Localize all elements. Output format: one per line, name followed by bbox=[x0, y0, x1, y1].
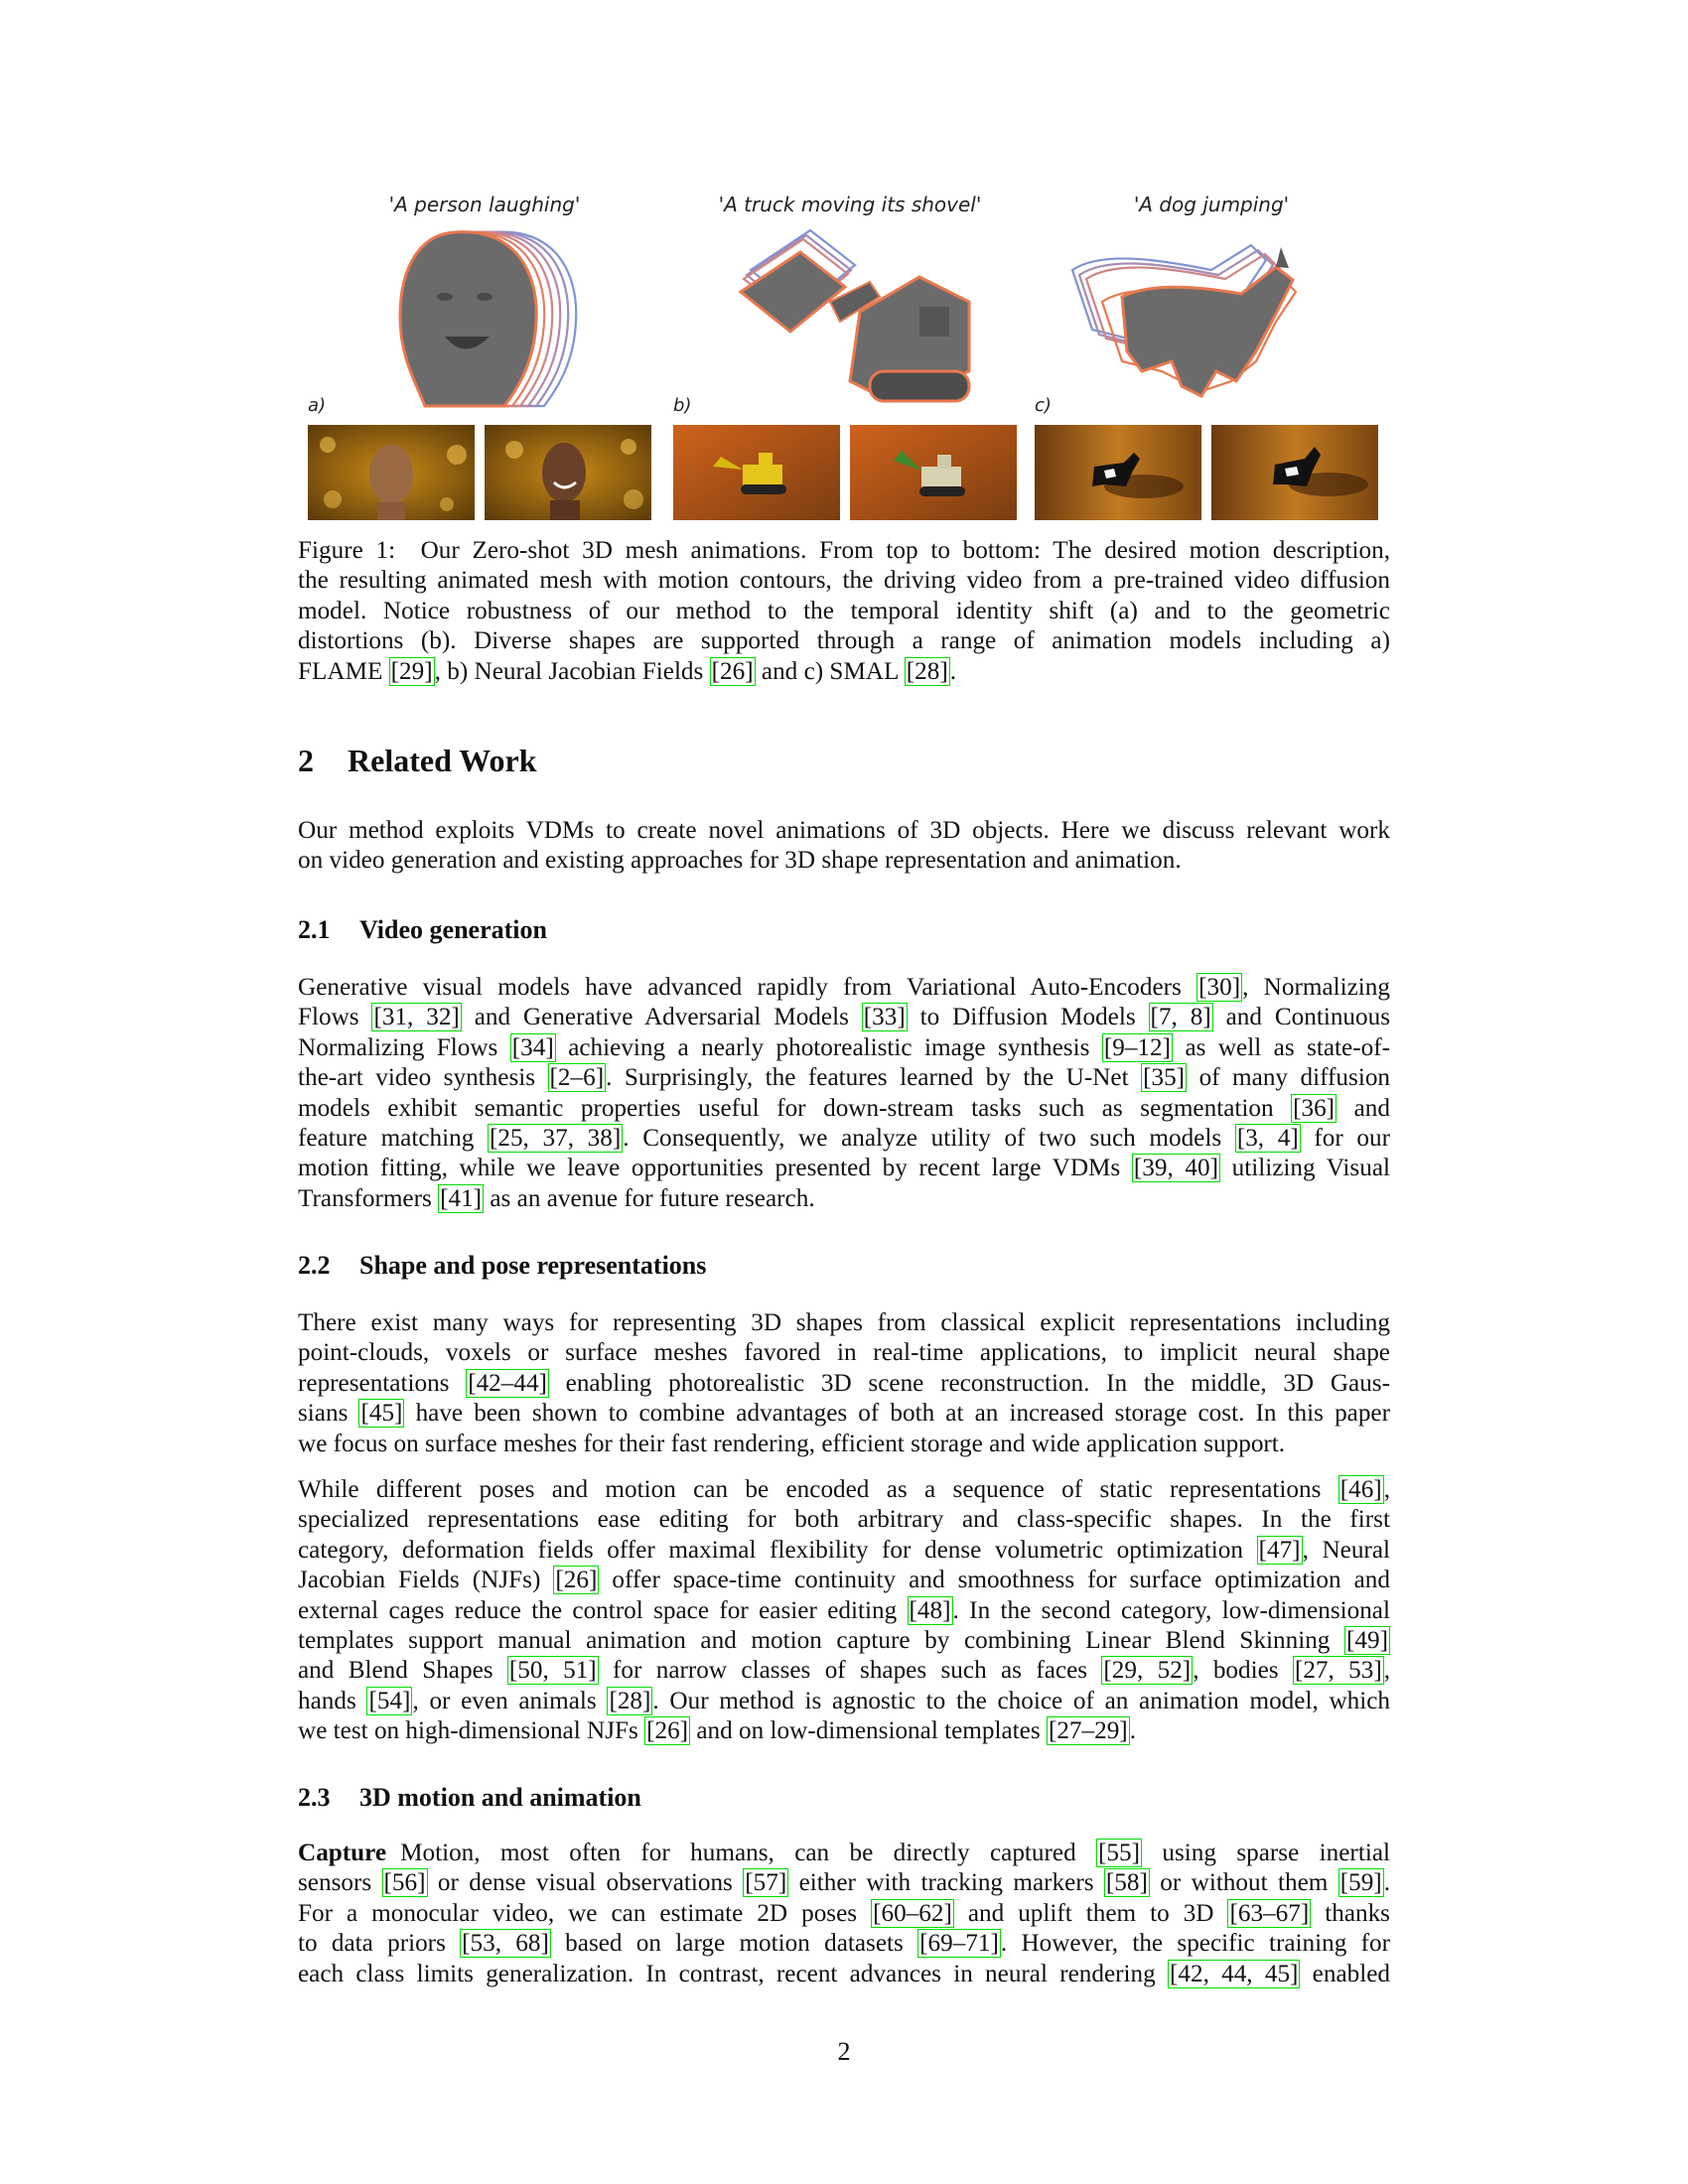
section-intro: Our method exploits VDMs to create novel animations of 3D objects. Here we discuss relevant work on video generation and existing approaches for 3D shape representation and animation. bbox=[298, 817, 1390, 875]
citation-link[interactable]: [49] bbox=[1346, 1627, 1388, 1655]
figure-panel-c bbox=[1033, 189, 1390, 526]
citation-link[interactable]: [55] bbox=[1098, 1840, 1141, 1866]
panel-c-prompt: 'A dog jumping' bbox=[1133, 193, 1290, 216]
citation-link[interactable]: [29] bbox=[390, 657, 433, 685]
citation-link[interactable]: [57] bbox=[745, 1869, 787, 1897]
citation-link[interactable]: [28] bbox=[609, 1687, 651, 1714]
video-frame-c1 bbox=[1035, 425, 1201, 520]
panel-c-label: c) bbox=[1035, 395, 1052, 416]
citation-link[interactable]: [50, 51] bbox=[508, 1657, 597, 1685]
video-frame-b1 bbox=[673, 425, 840, 520]
panel-b-prompt: 'A truck moving its shovel' bbox=[718, 193, 982, 216]
citation-link[interactable]: [25, 37, 38] bbox=[489, 1125, 622, 1153]
figure-panel-a bbox=[306, 189, 663, 526]
subsection-heading-2-3: 2.3 3D motion and animation bbox=[298, 1783, 641, 1812]
page-number: 2 bbox=[837, 2037, 851, 2066]
panel-a-label: a) bbox=[308, 395, 327, 416]
panel-a-prompt: 'A person laughing' bbox=[388, 193, 581, 216]
citation-link[interactable]: [27–29] bbox=[1048, 1717, 1128, 1745]
figure-1 bbox=[298, 189, 1390, 526]
citation-link[interactable]: [45] bbox=[360, 1400, 403, 1428]
citation-link[interactable]: [41] bbox=[440, 1184, 483, 1212]
citation-link[interactable]: [27, 53] bbox=[1294, 1657, 1382, 1685]
paragraph-video-generation: Generative visual models have advanced rapidly from Variational Auto-Encoders [30], Normalizing Flows [31, 32] and Generative Adversarial Models [33] to Diffusion Models [7, 8] and Continuous Normalizing Flows [34] achieving a nearly photorealistic image synthesis [9–12] as well as state-of- the-art video synthesis [2–6]. Surprisingly, the features learned by the U-Net [35] of many diffusion models exhibit semantic properties useful for down-stream tasks such as segmentation [36] and feature matching [25, 37, 38]. Consequently, we analyze utility of two such models [3, 4] for our motion fitting, while we leave opportunities presented by recent large VDMs [39, 40] utilizing Visual Transformers [41] as an avenue for future research. bbox=[298, 974, 1391, 1212]
citation-link[interactable]: [35] bbox=[1143, 1064, 1186, 1092]
video-frame-b2 bbox=[850, 425, 1017, 520]
citation-link[interactable]: [34] bbox=[511, 1033, 554, 1061]
citation-link[interactable]: [33] bbox=[863, 1004, 906, 1031]
citation-link[interactable]: [54] bbox=[368, 1687, 411, 1714]
citation-link[interactable]: [39, 40] bbox=[1133, 1155, 1218, 1182]
subsection-heading-2-1: 2.1 Video generation bbox=[298, 915, 547, 944]
citation-link[interactable]: [69–71] bbox=[919, 1930, 999, 1958]
video-frame-c2 bbox=[1211, 425, 1378, 520]
runin-heading: Capture bbox=[298, 1840, 387, 1866]
citation-link[interactable]: [26] bbox=[646, 1717, 689, 1745]
citation-link[interactable]: [53, 68] bbox=[462, 1930, 549, 1958]
citation-link[interactable]: [29, 52] bbox=[1103, 1657, 1192, 1685]
paragraph-motion-capture: Capture Motion, most often for humans, can be directly captured [55] using sparse inertial sensors [56] or dense visual observations [57] either with tracking markers [58] or without them [59]. For a monocular video, we can estimate 2D poses [60–62] and uplift them to 3D [63–67] thanks to data priors [53, 68] based on large motion datasets [69–71]. However, the specific training for each class limits generalization. In contrast, recent advances in neural rendering [42, 44, 45] enabled bbox=[298, 1840, 1391, 1987]
figure-caption: Figure 1: Our Zero-shot 3D mesh animations. From top to bottom: The desired motion description, the resulting animated mesh with motion contours, the driving video from a pre-trained video diffusion model. Notice robustness of our method to the temporal identity shift (a) and to the geometric distortions (b). Diverse shapes are supported through a range of animation models including a) FLAME [29], b) Neural Jacobian Fields [26] and c) SMAL [28]. bbox=[298, 537, 1390, 685]
dog-mesh bbox=[1033, 222, 1390, 411]
citation-link[interactable]: [59] bbox=[1339, 1869, 1382, 1897]
citation-link[interactable]: [46] bbox=[1339, 1476, 1382, 1503]
paragraph-shape-representations: There exist many ways for representing 3D shapes from classical explicit representations including point-clouds, voxels or surface meshes favored in real-time applications, to implicit neural shape representations [42–44] enabling photorealistic 3D scene reconstruction. In the middle, 3D Gaus- sians [45] have been shown to combine advantages of both at an increased storage cost. In this paper we focus on surface meshes for their fast rendering, efficient storage and wide application support. bbox=[298, 1309, 1390, 1457]
subsection-heading-2-2: 2.2 Shape and pose representations bbox=[298, 1251, 707, 1280]
citation-link[interactable]: [58] bbox=[1105, 1869, 1148, 1897]
citation-link[interactable]: [28] bbox=[906, 657, 948, 685]
citation-link[interactable]: [42–44] bbox=[468, 1369, 547, 1397]
citation-link[interactable]: [7, 8] bbox=[1150, 1004, 1211, 1031]
citation-link[interactable]: [31, 32] bbox=[373, 1004, 460, 1031]
section-heading: 2 Related Work bbox=[298, 743, 537, 778]
person-head-mesh bbox=[306, 222, 663, 411]
citation-link[interactable]: [47] bbox=[1258, 1536, 1301, 1564]
citation-link[interactable]: [26] bbox=[555, 1567, 598, 1594]
citation-link[interactable]: [30] bbox=[1198, 974, 1241, 1001]
citation-link[interactable]: [26] bbox=[711, 657, 754, 685]
citation-link[interactable]: [36] bbox=[1293, 1094, 1336, 1122]
citation-link[interactable]: [60–62] bbox=[873, 1899, 952, 1927]
citation-link[interactable]: [42, 44, 45] bbox=[1170, 1960, 1299, 1987]
figure-panel-b bbox=[671, 189, 1029, 526]
citation-link[interactable]: [48] bbox=[909, 1596, 951, 1624]
paragraph-pose-representations: While different poses and motion can be encoded as a sequence of static representations [46], specialized representations ease editing for both arbitrary and class-specific shapes. In the first category, deformation fields offer maximal flexibility for dense volumetric optimization [47], Neural Jacobian Fields (NJFs) [26] offer space-time continuity and smoothness for surface optimization and external cages reduce the control space for easier editing [48]. In the second category, low-dimensional templates support manual animation and motion capture by combining Linear Blend Skinning [49] and Blend Shapes [50, 51] for narrow classes of shapes such as faces [29, 52], bodies [27, 53], hands [54], or even animals [28]. Our method is agnostic to the choice of an animation model, which we test on high-dimensional NJFs [26] and on low-dimensional templates [27–29]. bbox=[298, 1476, 1391, 1745]
video-frame-a2 bbox=[485, 425, 651, 520]
truck-mesh bbox=[671, 222, 1029, 411]
citation-link[interactable]: [2–6] bbox=[549, 1064, 605, 1092]
caption-label: Figure 1: bbox=[298, 537, 396, 564]
citation-link[interactable]: [63–67] bbox=[1229, 1899, 1310, 1927]
citation-link[interactable]: [9–12] bbox=[1103, 1033, 1171, 1061]
citation-link[interactable]: [56] bbox=[383, 1869, 426, 1897]
video-frame-a1 bbox=[308, 425, 475, 520]
citation-link[interactable]: [3, 4] bbox=[1236, 1125, 1299, 1153]
panel-b-label: b) bbox=[673, 395, 692, 416]
